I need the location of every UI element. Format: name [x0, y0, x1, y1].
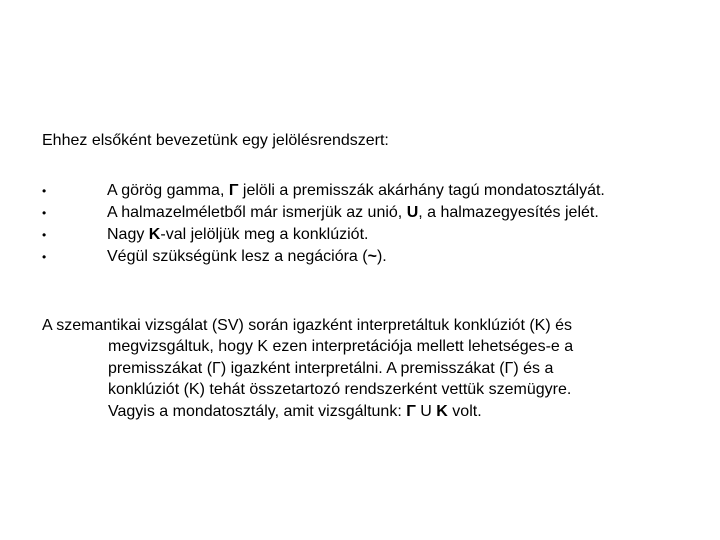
list-item-text: A halmazelméletből már ismerjük az unió, U, a halmazegyesítés jelét. — [107, 204, 599, 221]
list-item-text: Nagy K-val jelöljük meg a konklúziót. — [107, 226, 369, 243]
intro-text: Ehhez elsőként bevezetünk egy jelölésrendszert: — [42, 132, 389, 149]
paragraph-line: konklúziót (K) tehát összetartozó rendszerként vettük szemügyre. — [108, 381, 572, 399]
k-symbol: K — [148, 226, 161, 243]
union-symbol: U — [406, 204, 419, 221]
gamma-symbol: Γ — [406, 402, 416, 420]
list-item — [42, 246, 605, 268]
explanation-paragraph — [42, 315, 662, 422]
negation-symbol: ~ — [367, 248, 377, 265]
list-item — [42, 180, 605, 202]
paragraph-line: A szemantikai vizsgálat (SV) során igazként interpretáltuk konklúziót (K) és — [42, 317, 573, 334]
list-item-text: A görög gamma, Γ jelöli a premisszák akárhány tagú mondatosztályát. — [107, 182, 605, 199]
list-item — [42, 202, 605, 224]
bullet-marker: • — [42, 228, 47, 242]
paragraph-line: premisszákat (Γ) igazként interpretálni. A premisszákat (Γ) és a — [108, 359, 554, 377]
bullet-marker: • — [42, 250, 47, 264]
paragraph-line: Vagyis a mondatosztály, amit vizsgáltunk: Γ U K volt. — [108, 402, 482, 420]
gamma-symbol: Γ — [228, 182, 239, 199]
bullet-marker: • — [42, 184, 47, 198]
notation-list — [42, 180, 605, 268]
paragraph-line: megvizsgáltuk, hogy K ezen interpretációja mellett lehetséges-e a — [108, 338, 574, 356]
list-item-text: Végül szükségünk lesz a negációra (~). — [107, 248, 387, 265]
bullet-marker: • — [42, 206, 47, 220]
k-symbol: K — [436, 402, 448, 420]
list-item — [42, 224, 605, 246]
